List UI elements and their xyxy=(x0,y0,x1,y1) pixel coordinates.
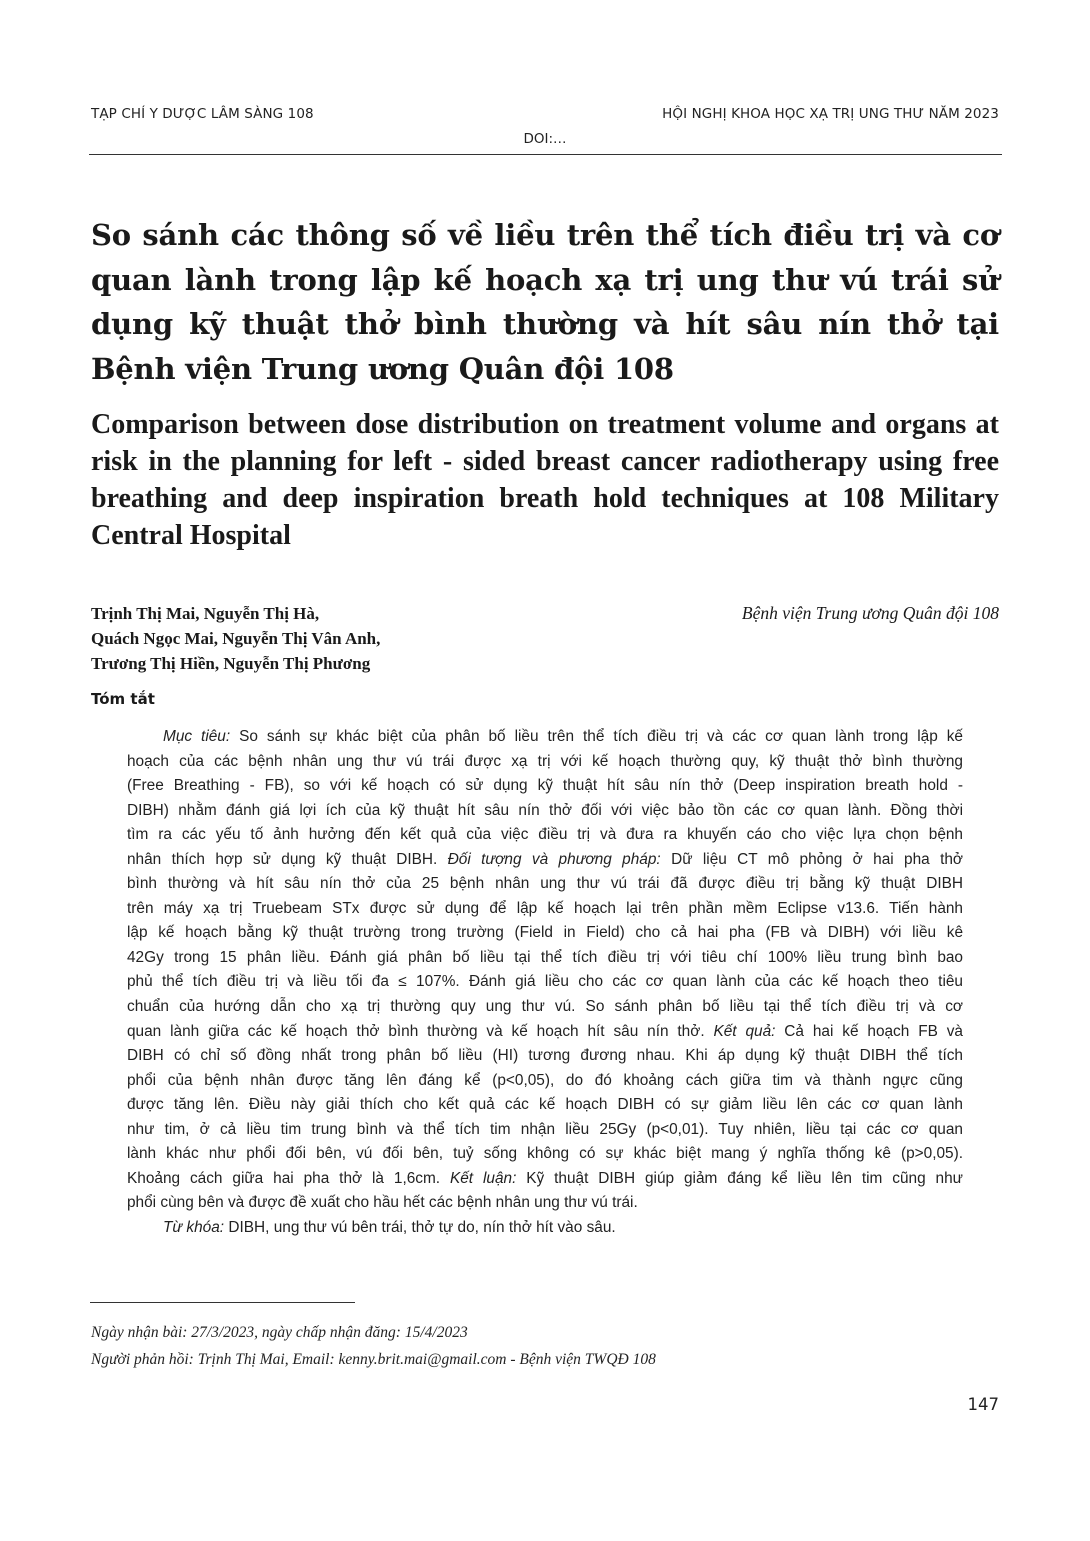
author-line: Quách Ngọc Mai, Nguyễn Thị Vân Anh, xyxy=(91,629,381,648)
abstract-line: hoạch của các bệnh nhân ung thư vú trái được xạ trị với kế hoạch thường quy, kỹ thuật thở bình thường xyxy=(127,752,963,770)
author-line: Trịnh Thị Mai, Nguyễn Thị Hà, xyxy=(91,604,320,623)
abstract-line: DIBH) nhằm đánh giá lợi ích của kỹ thuật hít sâu nín thở đối với việc bảo tồn các cơ quan lành. Đồng thời xyxy=(127,801,963,819)
affiliation: Bệnh viện Trung ương Quân đội 108 xyxy=(741,603,999,623)
abstract-line: phổi của bệnh nhân được tăng lên đáng kể (p<0,05), do đó khoảng cách giữa tim và thành ngực cũng xyxy=(127,1071,963,1089)
footnote-received: Ngày nhận bài: 27/3/2023, ngày chấp nhận đăng: 15/4/2023 xyxy=(91,1324,468,1341)
label-conclusion: Kết luận: xyxy=(449,1169,517,1187)
abstract-line: lành khác như phổi đối bên, vú đối bên, tuỷ sống không có sự khác biệt mang ý nghĩa thống kê (p>0,05). xyxy=(127,1145,963,1163)
abstract-heading: Tóm tắt xyxy=(91,690,155,708)
abstract-line: bình thường và hít sâu nín thở của 25 bệnh nhân ung thư vú trái đã được điều trị bằng kỹ thuật DIBH xyxy=(127,875,963,893)
abstract-line: tìm ra các yếu tố ảnh hưởng đến kết quả của việc điều trị và đưa ra khuyến cáo cho việc lựa chọn bệnh xyxy=(127,826,963,844)
abstract-line: nhân thích hợp sử dụng kỹ thuật DIBH. Đối tượng và phương pháp: Dữ liệu CT mô phỏng ở hai pha thở xyxy=(127,850,964,868)
abstract-line: Mục tiêu: So sánh sự khác biệt của phân bố liều trên thể tích điều trị và các cơ quan lành trong lập kế xyxy=(163,728,963,745)
author-line: Trương Thị Hiền, Nguyễn Thị Phương xyxy=(91,654,371,673)
label-methods: Đối tượng và phương pháp: xyxy=(447,850,661,868)
abstract-line: Khoảng cách giữa hai pha thở là 1,6cm. Kết luận: Kỹ thuật DIBH giúp giảm đáng kể liều lên tim cũng như xyxy=(127,1169,963,1187)
abstract-line: được tăng lên. Điều này giải thích cho kết quả các kế hoạch DIBH có sự giảm liều lên các cơ quan lành xyxy=(127,1096,963,1114)
abstract-line: trên máy xạ trị Truebeam STx được sử dụng để lập kế hoạch lại trên phần mềm Eclipse v13.6. Tiến hành xyxy=(127,899,963,917)
abstract-body xyxy=(127,725,963,1240)
keywords-line xyxy=(163,1216,963,1241)
abstract-line: DIBH có chỉ số đồng nhất trong phân bố liều (HI) tương đương nhau. Khi áp dụng kỹ thuật DIBH thể tích xyxy=(127,1047,963,1065)
footnote-divider xyxy=(90,1302,355,1303)
author-list xyxy=(91,601,511,676)
title-english: Comparison between dose distribution on treatment volume and organs at risk in the planning for left - sided breast cancer radiotherapy using free breathing and deep inspiration breath hold techniques at 108 Military Central Hospital xyxy=(91,409,999,551)
conference-name: HỘI NGHỊ KHOA HỌC XẠ TRỊ UNG THƯ NĂM 2023 xyxy=(662,106,999,122)
abstract-line: 42Gy trong 15 phân liều. Đánh giá phân bố liều tại thể tích điều trị với tiêu chí 100% liều trung bình bao xyxy=(127,948,963,966)
page-number: 147 xyxy=(967,1395,999,1414)
abstract-line: lập kế hoạch bằng kỹ thuật trường trong trường (Field in Field) cho cả hai pha (FB và DIBH) với liều kê xyxy=(127,924,963,942)
label-keywords: Từ khóa: xyxy=(163,1218,225,1236)
abstract-line: phổi cùng bên và được đề xuất cho hầu hết các bệnh nhân ung thư vú trái. xyxy=(127,1194,638,1212)
label-results: Kết quả: xyxy=(713,1022,776,1040)
doi-label: DOI:… xyxy=(523,131,567,147)
abstract-line: chuẩn của hướng dẫn cho xạ trị thường quy ung thư vú. So sánh phân bố liều tại thể tích điều trị và cơ xyxy=(127,998,963,1016)
footnote-corresponding: Người phản hồi: Trịnh Thị Mai, Email: kenny.brit.mai@gmail.com - Bệnh viện TWQĐ 108 xyxy=(91,1351,656,1368)
abstract-line: như tim, ở cả liều tim trung bình và thể tích tim nhận liều 25Gy (p<0,01). Tuy nhiên, liều tại các cơ quan xyxy=(127,1120,963,1138)
journal-name: TẠP CHÍ Y DƯỢC LÂM SÀNG 108 xyxy=(91,106,314,122)
keywords: DIBH, ung thư vú bên trái, thở tự do, nín thở hít vào sâu. xyxy=(228,1218,616,1236)
title-vietnamese: So sánh các thông số về liều trên thể tích điều trị và cơ quan lành trong lập kế hoạch xạ trị ung thư vú trái sử dụng kỹ thuật thở bình thường và hít sâu nín thở tại Bệnh viện Trung ương Quân đội 108 xyxy=(91,218,999,386)
footnotes xyxy=(91,1319,656,1373)
abstract-line: quan lành giữa các kế hoạch thở bình thường và kế hoạch hít sâu nín thở. Kết quả: Cả hai kế hoạch FB và xyxy=(127,1022,963,1040)
abstract-line: phủ thể tích điều trị và liều tối đa ≤ 107%. Đánh giá liều cho các cơ quan lành của các kế hoạch theo tiêu xyxy=(127,973,963,991)
header-divider xyxy=(89,154,1002,155)
label-objective: Mục tiêu: xyxy=(163,728,231,745)
abstract-line: (Free Breathing - FB), so với kế hoạch có sử dụng kỹ thuật hít sâu nín thở (Deep inspiration breath hold - xyxy=(127,777,963,795)
